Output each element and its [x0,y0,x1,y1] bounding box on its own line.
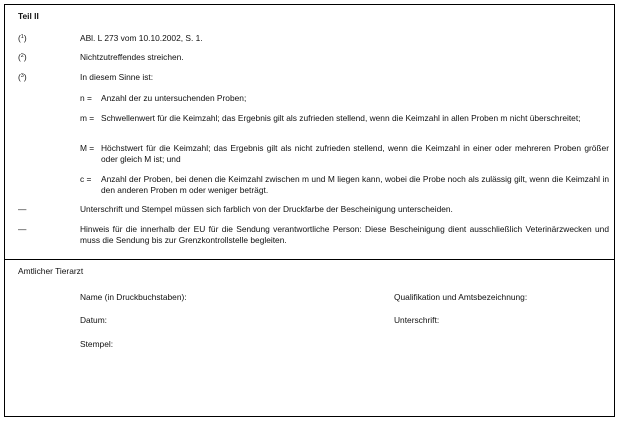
definition-text-c: Anzahl der Proben, bei denen die Keimzahl zwischen m und M liegen kann, wobei die Probe noch als zulässig gilt, wenn die Keimzahl in den anderen Proben m oder weniger beträgt. [101,174,609,195]
dash-note-text-1: Unterschrift und Stempel müssen sich farblich von der Druckfarbe der Bescheinigung unterscheiden. [80,204,453,214]
dash-note-marker-1: — [18,204,27,214]
definition-term-n: n = [80,93,92,103]
qualification-label: Qualifikation und Amtsbezeichnung: [394,292,528,302]
part-title: Teil II [18,11,39,21]
date-label: Datum: [80,315,107,325]
dash-note-marker-2: — [18,224,27,234]
definition-term-m: m = [80,113,95,123]
dash-note-text-2: Hinweis für die innerhalb der EU für die Sendung verantwortliche Person: Diese Bescheinigung dient ausschließlich Veterinärzwecken und muss die Sendung bis zur Grenzkontrollstelle begleiten. [80,224,609,245]
footnote-text-2: Nichtzutreffendes streichen. [80,52,184,62]
definition-text-m: Schwellenwert für die Keimzahl; das Ergebnis gilt als zufrieden stellend, wenn die Keimzahl in allen Proben m nicht überschreitet; [101,113,581,123]
footnote-marker-1: ($^1$) [18,33,27,43]
definition-term-c: c = [80,174,92,184]
definition-text-M: Höchstwert für die Keimzahl; das Ergebnis gilt als nicht zufrieden stellend, wenn die Keimzahl in einer oder mehreren Proben größer oder gleich M ist; und [101,143,609,164]
definition-text-n: Anzahl der zu untersuchenden Proben; [101,93,247,103]
footnote-marker-2: ($^2$) [18,52,27,62]
footnote-text-1: ABl. L 273 vom 10.10.2002, S. 1. [80,33,203,43]
definition-term-M: M = [80,143,95,153]
official-veterinarian-heading: Amtlicher Tierarzt [18,266,84,276]
footnote-marker-3: ($^3$) [18,72,27,82]
stamp-label: Stempel: [80,339,114,349]
footnote-text-3: In diesem Sinne ist: [80,72,154,82]
section-divider [5,259,614,260]
signature-label: Unterschrift: [394,315,440,325]
name-label: Name (in Druckbuchstaben): [80,292,187,302]
